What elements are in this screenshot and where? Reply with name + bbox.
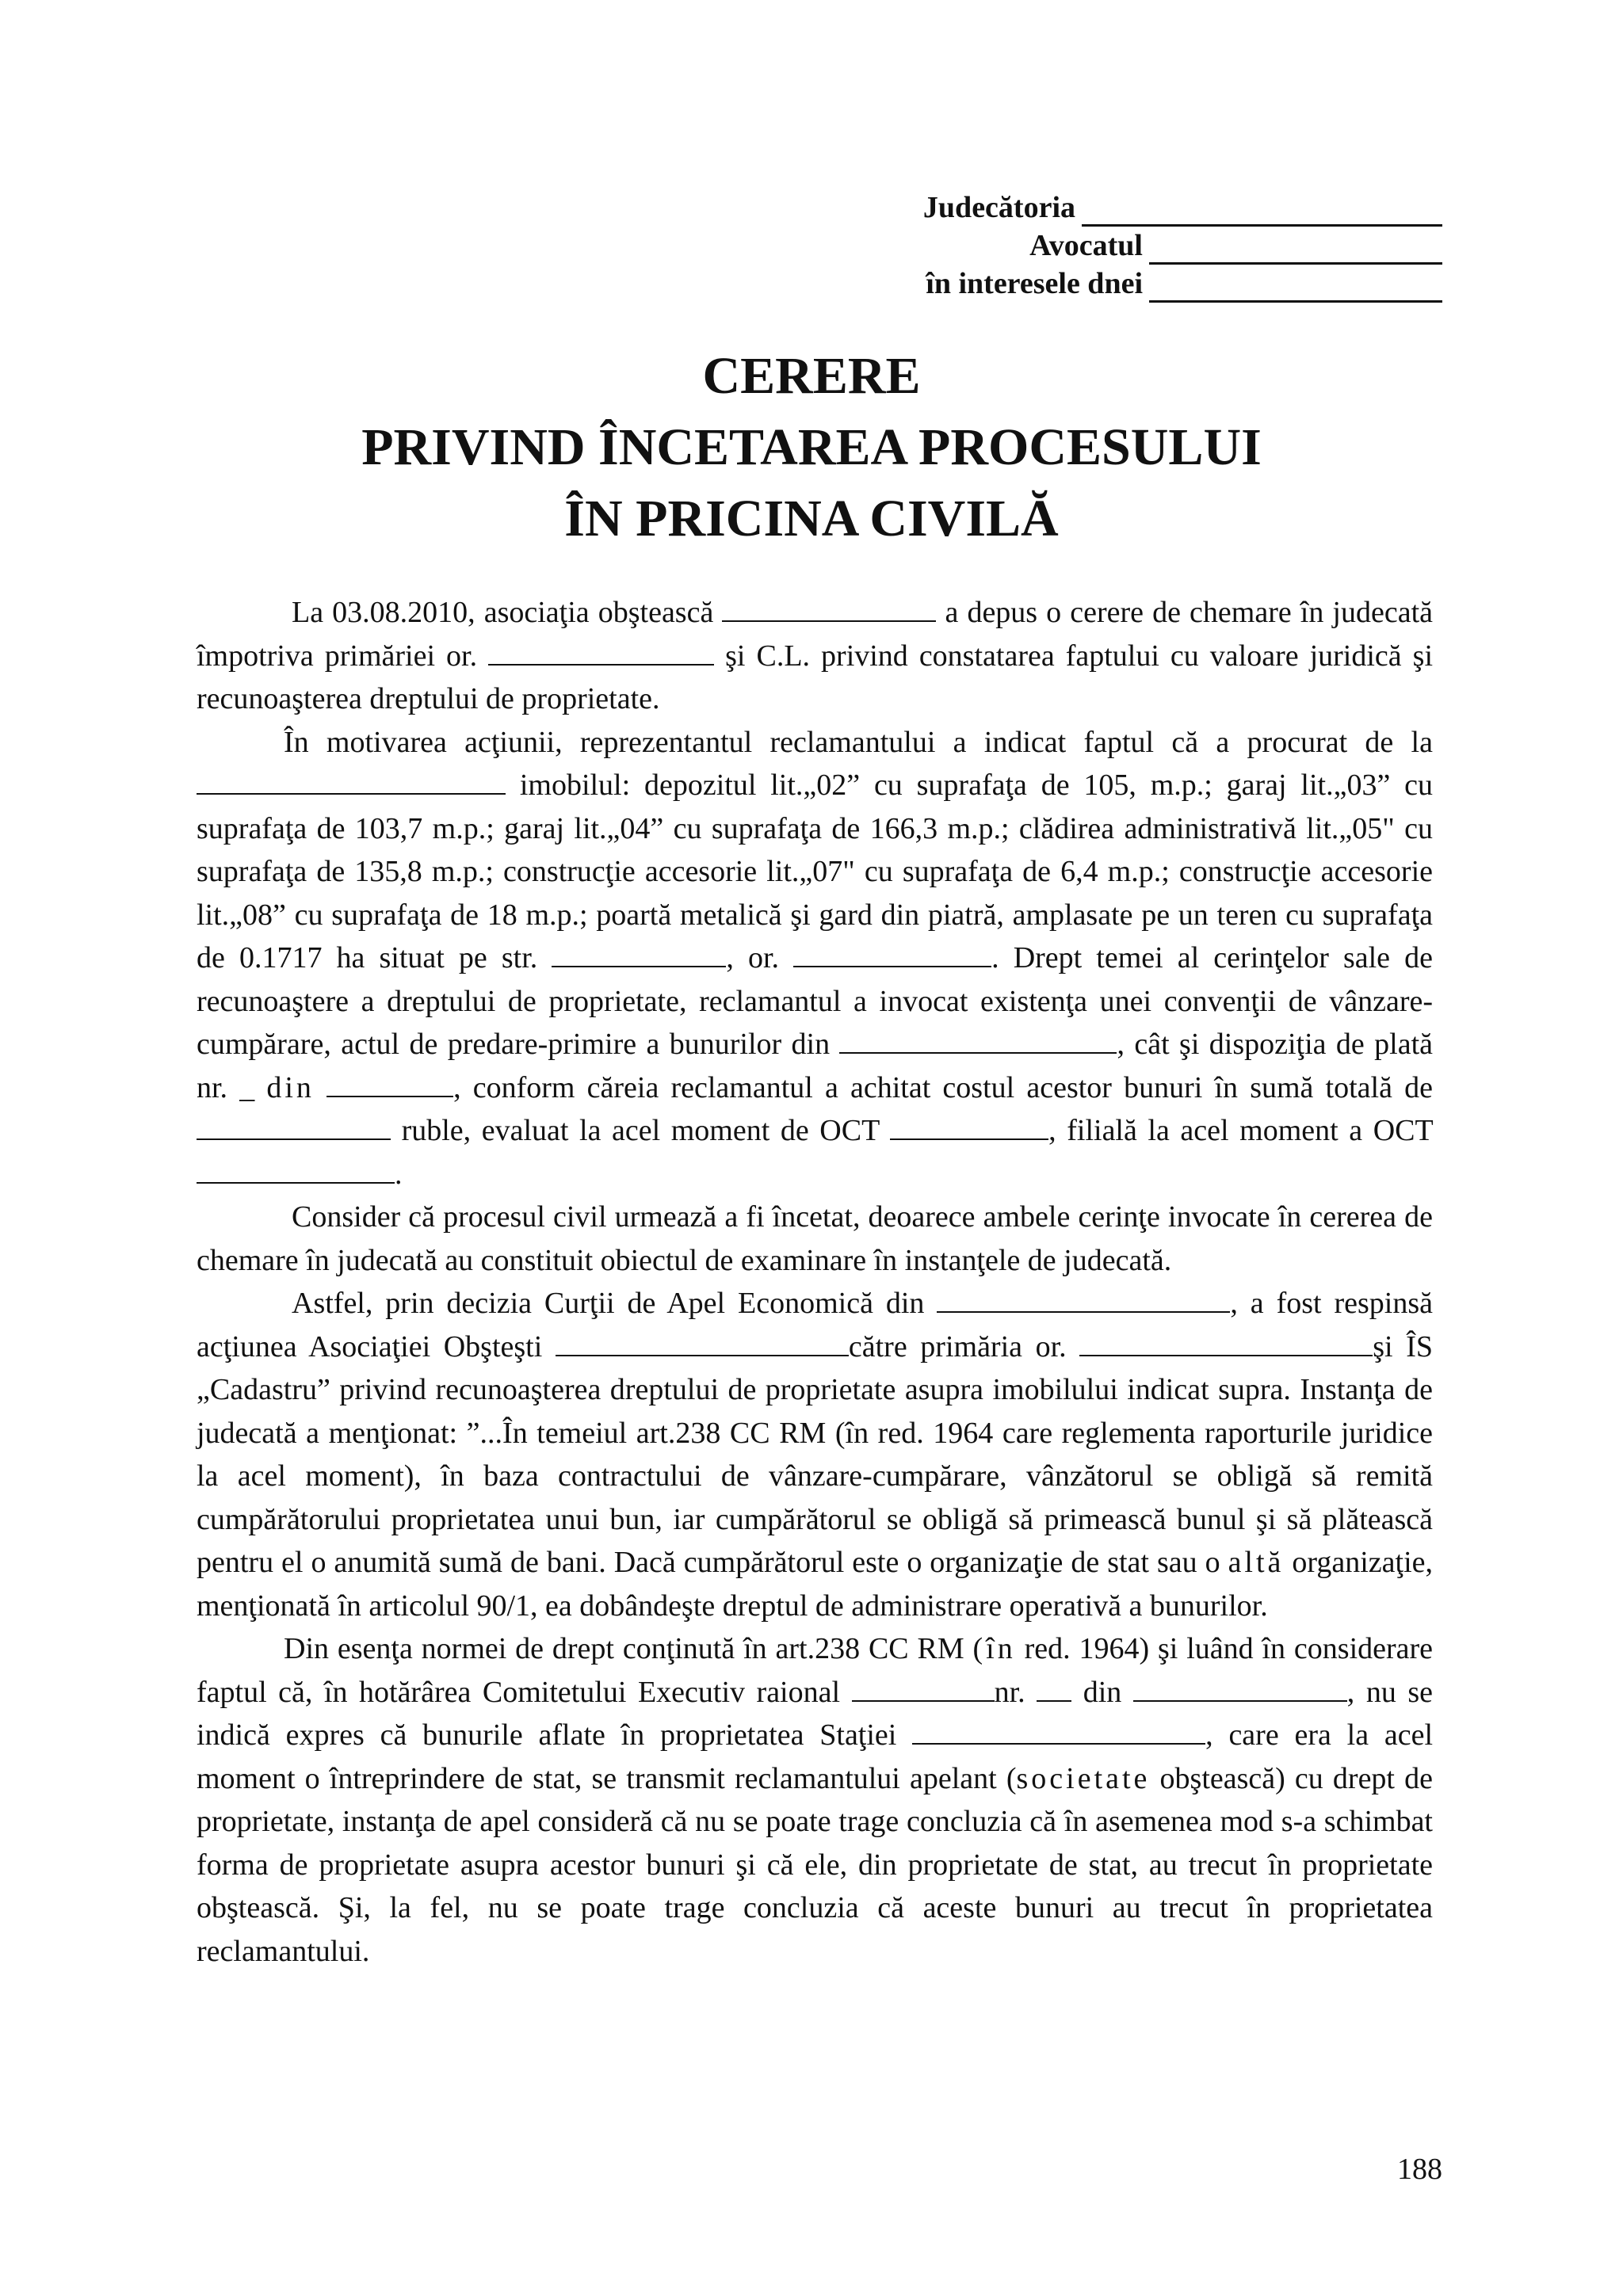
court-blank [1082,196,1442,227]
document-body [197,591,1433,1973]
seller-blank [197,769,506,795]
lawyer-line [856,227,1442,265]
paragraph-5 [197,1627,1433,1973]
interests-blank [1149,272,1442,303]
p2-text-d: . Drept temei al cerinţelor sale de recunoaştere a dreptului de proprietate, reclamantul a invocat existenţa unei convenţii de vânzare-cumpărare, actul de predare-primire a bunurilor din [197,941,1434,1061]
p5-text-h: societate [1016,1761,1151,1795]
p2-text-j: . [395,1157,403,1191]
p2-text-g: , conform căreia reclamantul a achitat costul acestor bunuri în sumă totală de [453,1070,1433,1104]
court-line [856,189,1442,227]
p2-text-i: , filială la acel moment a OCT [1048,1114,1434,1147]
paragraph-2 [197,721,1433,1196]
lawyer-blank [1149,234,1442,265]
p5-text-e: din [1083,1675,1122,1709]
interests-label: în interesele dnei [926,267,1143,300]
title-line-1: CERERE [702,347,921,405]
p5-text-a: Din esenţa normei de drept conţinută în art.238 CC RM [284,1632,964,1665]
p2-text-f: din [266,1070,315,1104]
town-blank [793,942,991,967]
payment-date-blank [327,1072,453,1097]
committee-blank [852,1676,995,1702]
number-blank [1037,1676,1071,1702]
p5-text-d: nr. [994,1675,1025,1709]
p4-text-a: Astfel, prin decizia Curţii de Apel Economică din [292,1287,925,1320]
street-blank [552,942,726,967]
lawyer-label: Avocatul [1029,229,1143,262]
paragraph-3: Consider că procesul civil urmează a fi încetat, deoarece ambele cerinţe invocate în cererea de chemare în judecată au constituit obiectul de examinare în instanţele de judecată. [197,1200,1433,1277]
p2-text-b: imobilul: depozitul lit.„02” cu suprafaţa de 105, m.p.; garaj lit.„03” cu suprafaţa de 103,7 m.p.; garaj lit.„04” cu suprafaţa de 166,3 m.p.; clădirea administrativă lit.„05" cu suprafaţa de 135,8 m.p.; construcţie accesorie lit.„07" cu suprafaţa de 6,4 m.p.; construcţie accesorie lit.„08” cu suprafaţa de 18 m.p.; poartă metalică şi gard din piatră, amplasate pe un teren cu suprafaţa de 0.1717 ha situat pe str. [197,769,1433,974]
association-name-blank [556,1331,849,1356]
court-label: Judecătoria [922,191,1075,224]
p4-text-f: organizaţie, menţionată în articolul 90/1, ea dobândeşte dreptul de administrare operativă a bunurilor. [197,1546,1434,1623]
oct-blank [890,1115,1048,1140]
p4-text-c: către primăria or. [848,1329,1067,1363]
p1-text-b: a depus o cerere de chemare în judecată împotriva primăriei or. [197,596,1434,673]
amount-blank [197,1115,391,1140]
p4-text-b: , a fost respinsă acţiunea Asociaţiei Obşteşti [197,1287,1434,1363]
hotarare-date-blank [1133,1676,1347,1702]
p4-text-d: şi ÎS „Cadastru” privind recunoaşterea dreptului de proprietate asupra imobilului indicat supra. Instanţa de judecată a menţionat: ”...În temeiul art.238 CC RM (în red. 1964 care reglementa raporturile juridice la acel moment), în baza contractului de vânzare-cumpărare, vânzătorul se obligă să remită cumpărătorului proprietatea unui bun, iar cumpărătorul se obligă să primească bunul şi să plătească pentru el o anumită sumă de bani. Dacă cumpărătorul este o organizaţie de stat sau o [197,1329,1433,1579]
title-line-2: PRIVIND ÎNCETAREA PROCESULUI [361,418,1262,476]
p5-text-g: , care era la acel moment o întreprindere de stat, se transmit reclamantului apelant ( [197,1718,1434,1795]
p2-text-h: ruble, evaluat la acel moment de OCT [401,1114,880,1147]
interests-line [856,265,1442,303]
p5-text-b: (în [972,1632,1016,1665]
page-number: 188 [1397,2153,1442,2186]
association-blank [722,597,936,622]
date-blank [839,1028,1117,1054]
p5-text-c: red. 1964) şi luând în considerare faptul că, în hotărârea Comitetului Executiv raional [197,1632,1434,1709]
p5-text-f: , nu se indică expres că bunurile aflate în proprietatea Staţiei [197,1675,1434,1752]
p4-text-e: altă [1228,1546,1285,1579]
station-blank [912,1719,1205,1745]
oct-branch-blank [197,1158,395,1184]
document-title [0,341,1623,555]
p2-text-c: , or. [726,941,780,974]
paragraph-1 [197,591,1433,721]
document-header [856,189,1442,303]
decision-date-blank [937,1287,1230,1313]
p2-text-e: , cât şi dispoziţia de plată nr. _ [197,1028,1433,1104]
p2-text-a: În motivarea acţiunii, reprezentantul reclamantului a indicat faptul că a procurat de la [284,725,1433,759]
paragraph-4 [197,1282,1433,1627]
p5-text-i: obştească) cu drept de proprietate, instanţa de apel consideră că nu se poate trage concluzia că în asemenea mod s-a schimbat forma de proprietate asupra acestor bunuri şi că ele, din proprietate de stat, au trecut în proprietate obştească. Şi, la fel, nu se poate trage concluzia că aceste bunuri au trecut în proprietatea reclamantului. [197,1761,1433,1968]
p1-text-c: şi C.L. privind constatarea faptului cu valoare juridică şi recunoaşterea dreptului de proprietate. [197,639,1434,715]
title-line-3: ÎN PRICINA CIVILĂ [564,490,1059,547]
city-name-blank [1079,1331,1373,1356]
city-blank [488,640,714,666]
p1-text-a: La 03.08.2010, asociaţia obştească [292,596,714,629]
